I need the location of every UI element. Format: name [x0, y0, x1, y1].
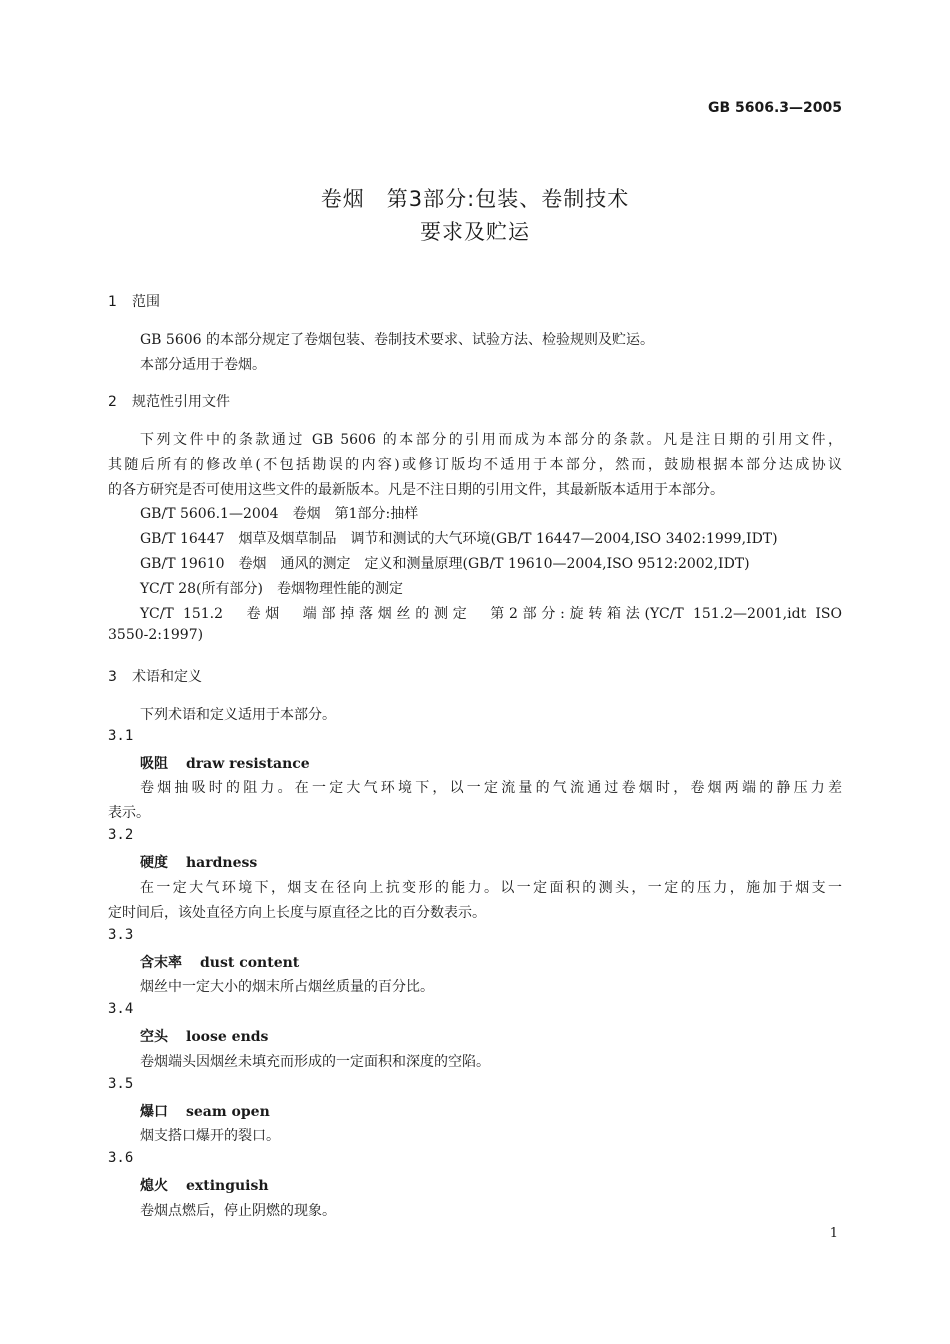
term-definition-continuation: 表示。: [108, 805, 150, 821]
term-chinese: 含末率: [140, 955, 182, 971]
section-number: 3: [108, 669, 117, 685]
section-2-intro-line-2: 其随后所有的修改单(不包括勘误的内容)或修订版均不适用于本部分，然而，鼓励根据本部分达成协议: [108, 457, 842, 473]
term-heading: [140, 952, 299, 972]
section-number: 1: [108, 294, 117, 310]
term-heading: [140, 1101, 270, 1121]
term-number: 3.5: [108, 1076, 134, 1092]
reference-item-continuation: 3550-2:1997): [108, 627, 204, 643]
section-2-intro-line-3: 的各方研究是否可使用这些文件的最新版本。凡是不注日期的引用文件，其最新版本适用于本部分。: [108, 482, 724, 498]
term-heading: [140, 852, 257, 872]
term-number: 3.6: [108, 1150, 134, 1166]
reference-item: GB/T 16447 烟草及烟草制品 调节和测试的大气环境(GB/T 16447—2004,ISO 3402:1999,IDT): [140, 531, 778, 547]
standard-code: GB 5606.3—2005: [707, 100, 842, 116]
reference-item: YC/T 151.2 卷烟 端部掉落烟丝的测定 第2部分:旋转箱法(YC/T 151.2—2001,idt ISO: [140, 606, 842, 622]
term-definition: 在一定大气环境下，烟支在径向上抗变形的能力。以一定面积的测头，一定的压力，施加于烟支一: [140, 880, 842, 896]
term-chinese: 吸阻: [140, 756, 168, 772]
term-heading: [140, 753, 310, 773]
term-english: seam open: [186, 1104, 270, 1120]
reference-item: GB/T 19610 卷烟 通风的测定 定义和测量原理(GB/T 19610—2004,ISO 9512:2002,IDT): [140, 556, 750, 572]
page-number: 1: [829, 1226, 838, 1241]
term-number: 3.4: [108, 1001, 134, 1017]
section-1-paragraph-2: 本部分适用于卷烟。: [140, 357, 266, 373]
term-chinese: 爆口: [140, 1104, 168, 1120]
section-1-heading: [108, 291, 160, 311]
term-definition: 卷烟抽吸时的阻力。在一定大气环境下，以一定流量的气流通过卷烟时，卷烟两端的静压力差: [140, 780, 842, 796]
section-2-intro-line-1: 下列文件中的条款通过 GB 5606 的本部分的引用而成为本部分的条款。凡是注日期的引用文件，: [140, 432, 842, 448]
section-1-paragraph-1: GB 5606 的本部分规定了卷烟包装、卷制技术要求、试验方法、检验规则及贮运。: [140, 332, 654, 348]
term-definition: 烟支搭口爆开的裂口。: [140, 1128, 280, 1144]
document-title-line2: 要求及贮运: [420, 220, 530, 244]
term-definition: 卷烟端头因烟丝未填充而形成的一定面积和深度的空陷。: [140, 1054, 490, 1070]
term-english: draw resistance: [186, 756, 310, 772]
term-chinese: 熄火: [140, 1178, 168, 1194]
section-3-heading: [108, 666, 202, 686]
term-heading: [140, 1026, 268, 1046]
document-title-line1: 卷烟 第3部分:包装、卷制技术: [320, 187, 630, 211]
term-english: loose ends: [186, 1029, 269, 1045]
term-english: dust content: [200, 955, 300, 971]
section-number: 2: [108, 394, 117, 410]
term-chinese: 空头: [140, 1029, 168, 1045]
term-number: 3.1: [108, 728, 134, 744]
term-number: 3.3: [108, 927, 134, 943]
section-title: 范围: [132, 294, 160, 310]
section-3-intro: 下列术语和定义适用于本部分。: [140, 707, 336, 723]
reference-item: GB/T 5606.1—2004 卷烟 第1部分:抽样: [140, 506, 419, 522]
term-number: 3.2: [108, 827, 134, 843]
reference-item: YC/T 28(所有部分) 卷烟物理性能的测定: [140, 581, 403, 597]
term-chinese: 硬度: [140, 855, 168, 871]
section-title: 规范性引用文件: [132, 394, 230, 410]
term-english: extinguish: [186, 1178, 269, 1194]
section-2-heading: [108, 391, 230, 411]
term-definition: 卷烟点燃后，停止阴燃的现象。: [140, 1203, 336, 1219]
section-title: 术语和定义: [132, 669, 202, 685]
term-definition-continuation: 定时间后，该处直径方向上长度与原直径之比的百分数表示。: [108, 905, 486, 921]
term-heading: [140, 1175, 269, 1195]
term-definition: 烟丝中一定大小的烟末所占烟丝质量的百分比。: [140, 979, 434, 995]
term-english: hardness: [186, 855, 258, 871]
